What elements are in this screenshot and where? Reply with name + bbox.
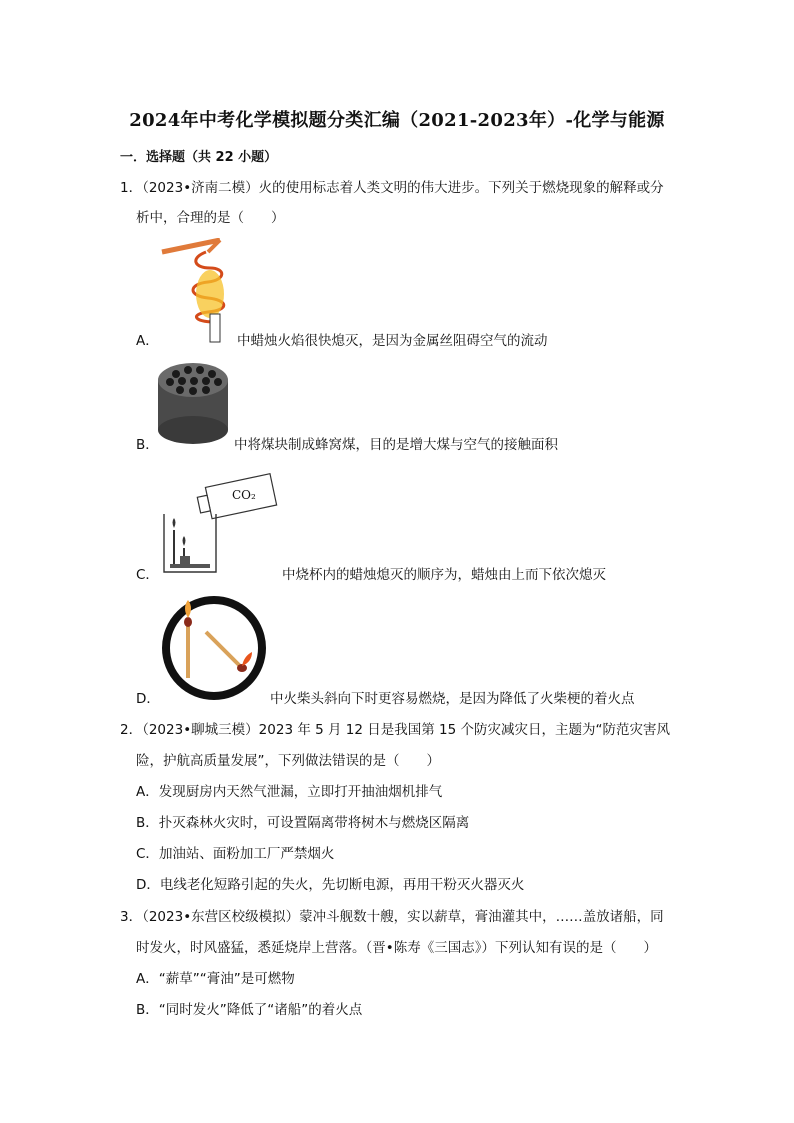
question-source: （2023•东营区校级模拟） [142,909,300,925]
candle-coil-figure [160,238,240,344]
circle-frame [166,600,262,696]
candle [210,314,220,342]
question-2-line-1 [120,718,670,738]
question-1-line-1 [120,176,664,196]
question-3-line-1 [120,905,664,925]
question-number: 3． [120,909,143,925]
option-1a-text: 中蜡烛火焰很快熄灭，是因为金属丝阻碍空气的流动 [237,333,548,349]
co2-label: CO₂ [232,488,256,502]
option-1d-text: 中火柴头斜向下时更容易燃烧，是因为降低了火柴梗的着火点 [270,691,635,707]
option-1b-text: 中将煤块制成蜂窝煤，目的是增大煤与空气的接触面积 [234,437,558,453]
question-3-line-2: 时发火，时风盛猛，悉延烧岸上营落。（晋•陈寿《三国志》）下列认知有误的是（ ） [136,940,657,956]
option-2a: A．发现厨房内天然气泄漏，立即打开抽油烟机排气 [136,784,443,800]
question-number: 2． [120,722,143,738]
option-1c-text: 中烧杯内的蜡烛熄灭的顺序为，蜡烛由上而下依次熄灭 [282,567,606,583]
option-1c: C． [136,567,159,583]
question-1-line-2: 析中，合理的是（ ） [136,210,285,226]
question-2-line-2: 险，护航高质量发展”，下列做法错误的是（ ） [136,753,440,769]
honeycomb-briquette-figure [156,360,230,450]
option-2c: C．加油站、面粉加工厂严禁烟火 [136,846,335,862]
section-heading: 一．选择题（共 22 小题） [120,150,278,165]
option-1b: B． [136,437,159,453]
question-source: （2023•聊城三模） [142,722,259,738]
page-title: 2024年中考化学模拟题分类汇编（2021-2023年）-化学与能源 [129,110,665,131]
flame [196,270,224,318]
match-figure [158,596,270,706]
option-3a: A．“薪草”“膏油”是可燃物 [136,971,295,987]
option-2b: B．扑灭森林火灾时，可设置隔离带将树木与燃烧区隔离 [136,815,470,831]
co2-beaker-figure [160,468,280,578]
option-3b: B．“同时发火”降低了“诸船”的着火点 [136,1002,363,1018]
question-stem: 火的使用标志着人类文明的伟大进步。下列关于燃烧现象的解释或分 [258,180,664,196]
question-stem: 蒙冲斗舰数十艘，实以薪草，膏油灌其中，……盖放诸船，同 [299,909,664,925]
option-1d: D． [136,691,160,707]
question-stem: 2023 年 5 月 12 日是我国第 15 个防灾减灾日，主题为“防范灾害风 [258,722,671,738]
option-2d: D．电线老化短路引起的失火，先切断电源，再用干粉灭火器灭火 [136,877,525,893]
question-number: 1． [120,180,143,196]
question-source: （2023•济南二模） [142,180,259,196]
option-1a: A． [136,333,159,349]
